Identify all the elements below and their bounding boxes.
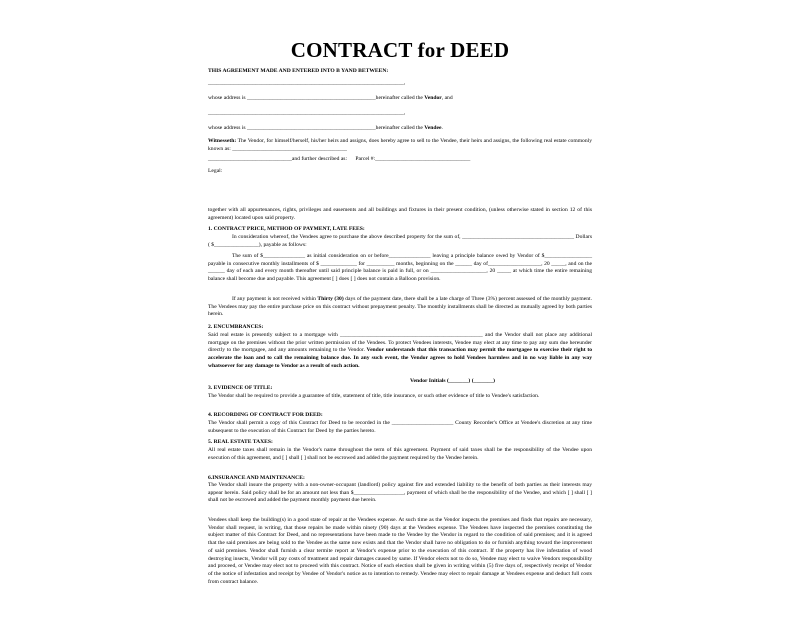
party2-prefix: whose address is ______________________________________________hereinafter called the — [208, 125, 425, 131]
party1-address-line — [208, 95, 592, 103]
party2-name-blank: ______________________________________________________________________, — [208, 110, 406, 116]
section6-text: The Vendor shall insure the property with a non-owner-occupant (landlord) policy against fire and extended liability to the benefit of both parties as their interests may appear herein. Said policy shall be for an amount not less than $__________________, payment of which shall be the responsibility of the Vendee, and which [ ] shall [ ] shall not be escrowed and added the payment monthly payment due herein. — [208, 482, 592, 504]
document-title: CONTRACT for DEED — [290, 38, 510, 62]
party1-prefix: whose address is ______________________________________________hereinafter called the — [208, 95, 425, 101]
intro-line: THIS AGREEMENT MADE AND ENTERED INTO B YAND BETWEEN: — [208, 68, 389, 74]
witnesseth-label: Witnesseth: — [208, 138, 237, 144]
party2-role: Vendee — [424, 125, 442, 131]
encumbrance-text: Said real estate is presently subject to a mortgage with ___________________________________________________ and the Vendor shall not place any additional mortgage on the premises without the prior written permission of the Vendees. To protect Vendees interests, Vendee may elect at any time to pay any sum due hereunder directly to the mortgagee, and any amounts remaining to the Vendor. — [208, 332, 592, 354]
section5-heading: 5. REAL ESTATE TAXES: — [208, 439, 273, 445]
vendor-initials: Vendor Initials (_______) (_______) — [410, 378, 495, 384]
party1-role: Vendor — [424, 95, 442, 101]
section4-heading: 4. RECORDING OF CONTRACT FOR DEED: — [208, 412, 323, 418]
party1-name-blank: ______________________________________________________________________, — [208, 80, 406, 86]
encumbrance-bold-text: Vendor understands that this transaction may permit the mortgagee to exercise their right to accelerate the loan and to call the remaining balance due. In any such event, the Vendor agrees to hold Vendees harmless and in no way liable in any way whatsoever for any damage to Vendor as a result of such action. — [208, 347, 592, 369]
section1-payment-terms: The sum of $_______________ as initial consideration on or before_______________ leaving a principle balance owed by Vendor of $_________________ payable in consecutive monthly installments of $ _____________ for __________ months, beginning on the ______ day of___________________, 20 _____, and on the ______ day of each and every month thereafter until said principle balance is paid in full, or on ____________________, 20 _____ at which time the entire remaining balance shall become due and payable. This agreement [ ] does [ ] does not contain a Balloon provision. — [208, 253, 592, 283]
section3-heading: 3. EVIDENCE OF TITLE: — [208, 385, 273, 391]
section5-text: All real estate taxes shall remain in the Vendor's name throughout the term of this agreement. Payment of said taxes shall be the responsibility of the Vendee upon execution of this agreement, and [ ] shall [ ] shall not be escrowed and added the payment required by the Vendee herein. — [208, 447, 592, 461]
witnesseth-paragraph — [208, 138, 592, 153]
late-fee-days: Thirty (30) — [317, 296, 344, 302]
together-paragraph: together with all appurtenances, rights, privileges and easements and all buildings and fixtures in their present condition, (unless otherwise stated in section 12 of this agreement) located upon said property. — [208, 207, 592, 221]
party2-address-line — [208, 125, 592, 133]
section1-late-fees — [208, 296, 592, 319]
party2-suffix: . — [441, 125, 443, 131]
legal-label: Legal: — [208, 168, 223, 174]
witnesseth-text: The Vendor, for himself/herself, his/her heirs and assigns, does hereby agree to sell to the Vendee, their heirs and assigns, the following real estate commonly known as: _________________________________________ — [208, 138, 592, 152]
section1-heading: 1. CONTRACT PRICE, METHOD OF PAYMENT, LATE FEES: — [208, 226, 365, 232]
maintenance-paragraph: Vendees shall keep the building(s) in a good state of repair at the Vendees expense. At such time as the Vendor inspects the premises and finds that repairs are necessary, Vendor shall request, in writing, that those repairs be made within ninety (90) days at the Vendees expense. The Vendees have inspected the premises constituting the subject matter of this Contract for Deed, and no representations have been made to the Vendee by the Vendor in regard to the condition of said premises; and it is agreed that the said premises are being sold to the Vendee as the same now exists and that the Vendor shall have no obligation to do or furnish anything toward the improvement of said premises. Vendor shall furnish a clear termite report at Vendor's expense prior to the execution of this contract. If the property has live infestation of wood destroying insects, Vendor will pay costs of treatment and repair damages caused by same. If Vendor elects not to do so, Vendee may elect to waive Vendors responsibility and proceed, or Vendee may elect not to proceed with this contract. Notice of each election shall be given in writing within (5) five days of, respectively receipt of Vendor of the notice of infestation and receipt by Vendee of Vendor's notice as to intention to remedy. Vendee may elect to repair damage at Vendees expense and deduct full costs from contract balance. — [208, 517, 592, 585]
further-described-line: ______________________________and further described as: Parcel #:__________________________________ — [208, 156, 471, 162]
section6-heading: 6.INSURANCE AND MAINTENANCE: — [208, 475, 305, 481]
party1-suffix: , and — [441, 95, 453, 101]
late-fee-post: days of the payment date, there shall be a late charge of Three (3%) percent assessed of the monthly payment. The Vendees may pay the entire purchase price on this contract without prepayment penalty. The monthly installments shall be directed as mutually agreed by both parties herein. — [208, 296, 592, 318]
section2-paragraph — [208, 332, 592, 371]
late-fee-pre: If any payment is not received within — [232, 296, 318, 302]
section2-heading: 2. ENCUMBRANCES: — [208, 324, 264, 330]
section4-text: The Vendor shall permit a copy of this Contract for Deed to be recorded in the ______________________ County Recorder's Office at Vendee's discretion at any time subsequent to the execution of this Contract for Deed by the parties hereto. — [208, 420, 592, 434]
section1-consideration: In consideration whereof, the Vendees agree to purchase the above described property for the sum of, ________________________________________ Dollars ( $________________), payable as follows: — [208, 234, 592, 248]
section3-text: The Vendor shall be required to provide a guarantee of title, statement of title, title insurance, or such other evidence of title to Vendee's satisfaction. — [208, 393, 540, 399]
